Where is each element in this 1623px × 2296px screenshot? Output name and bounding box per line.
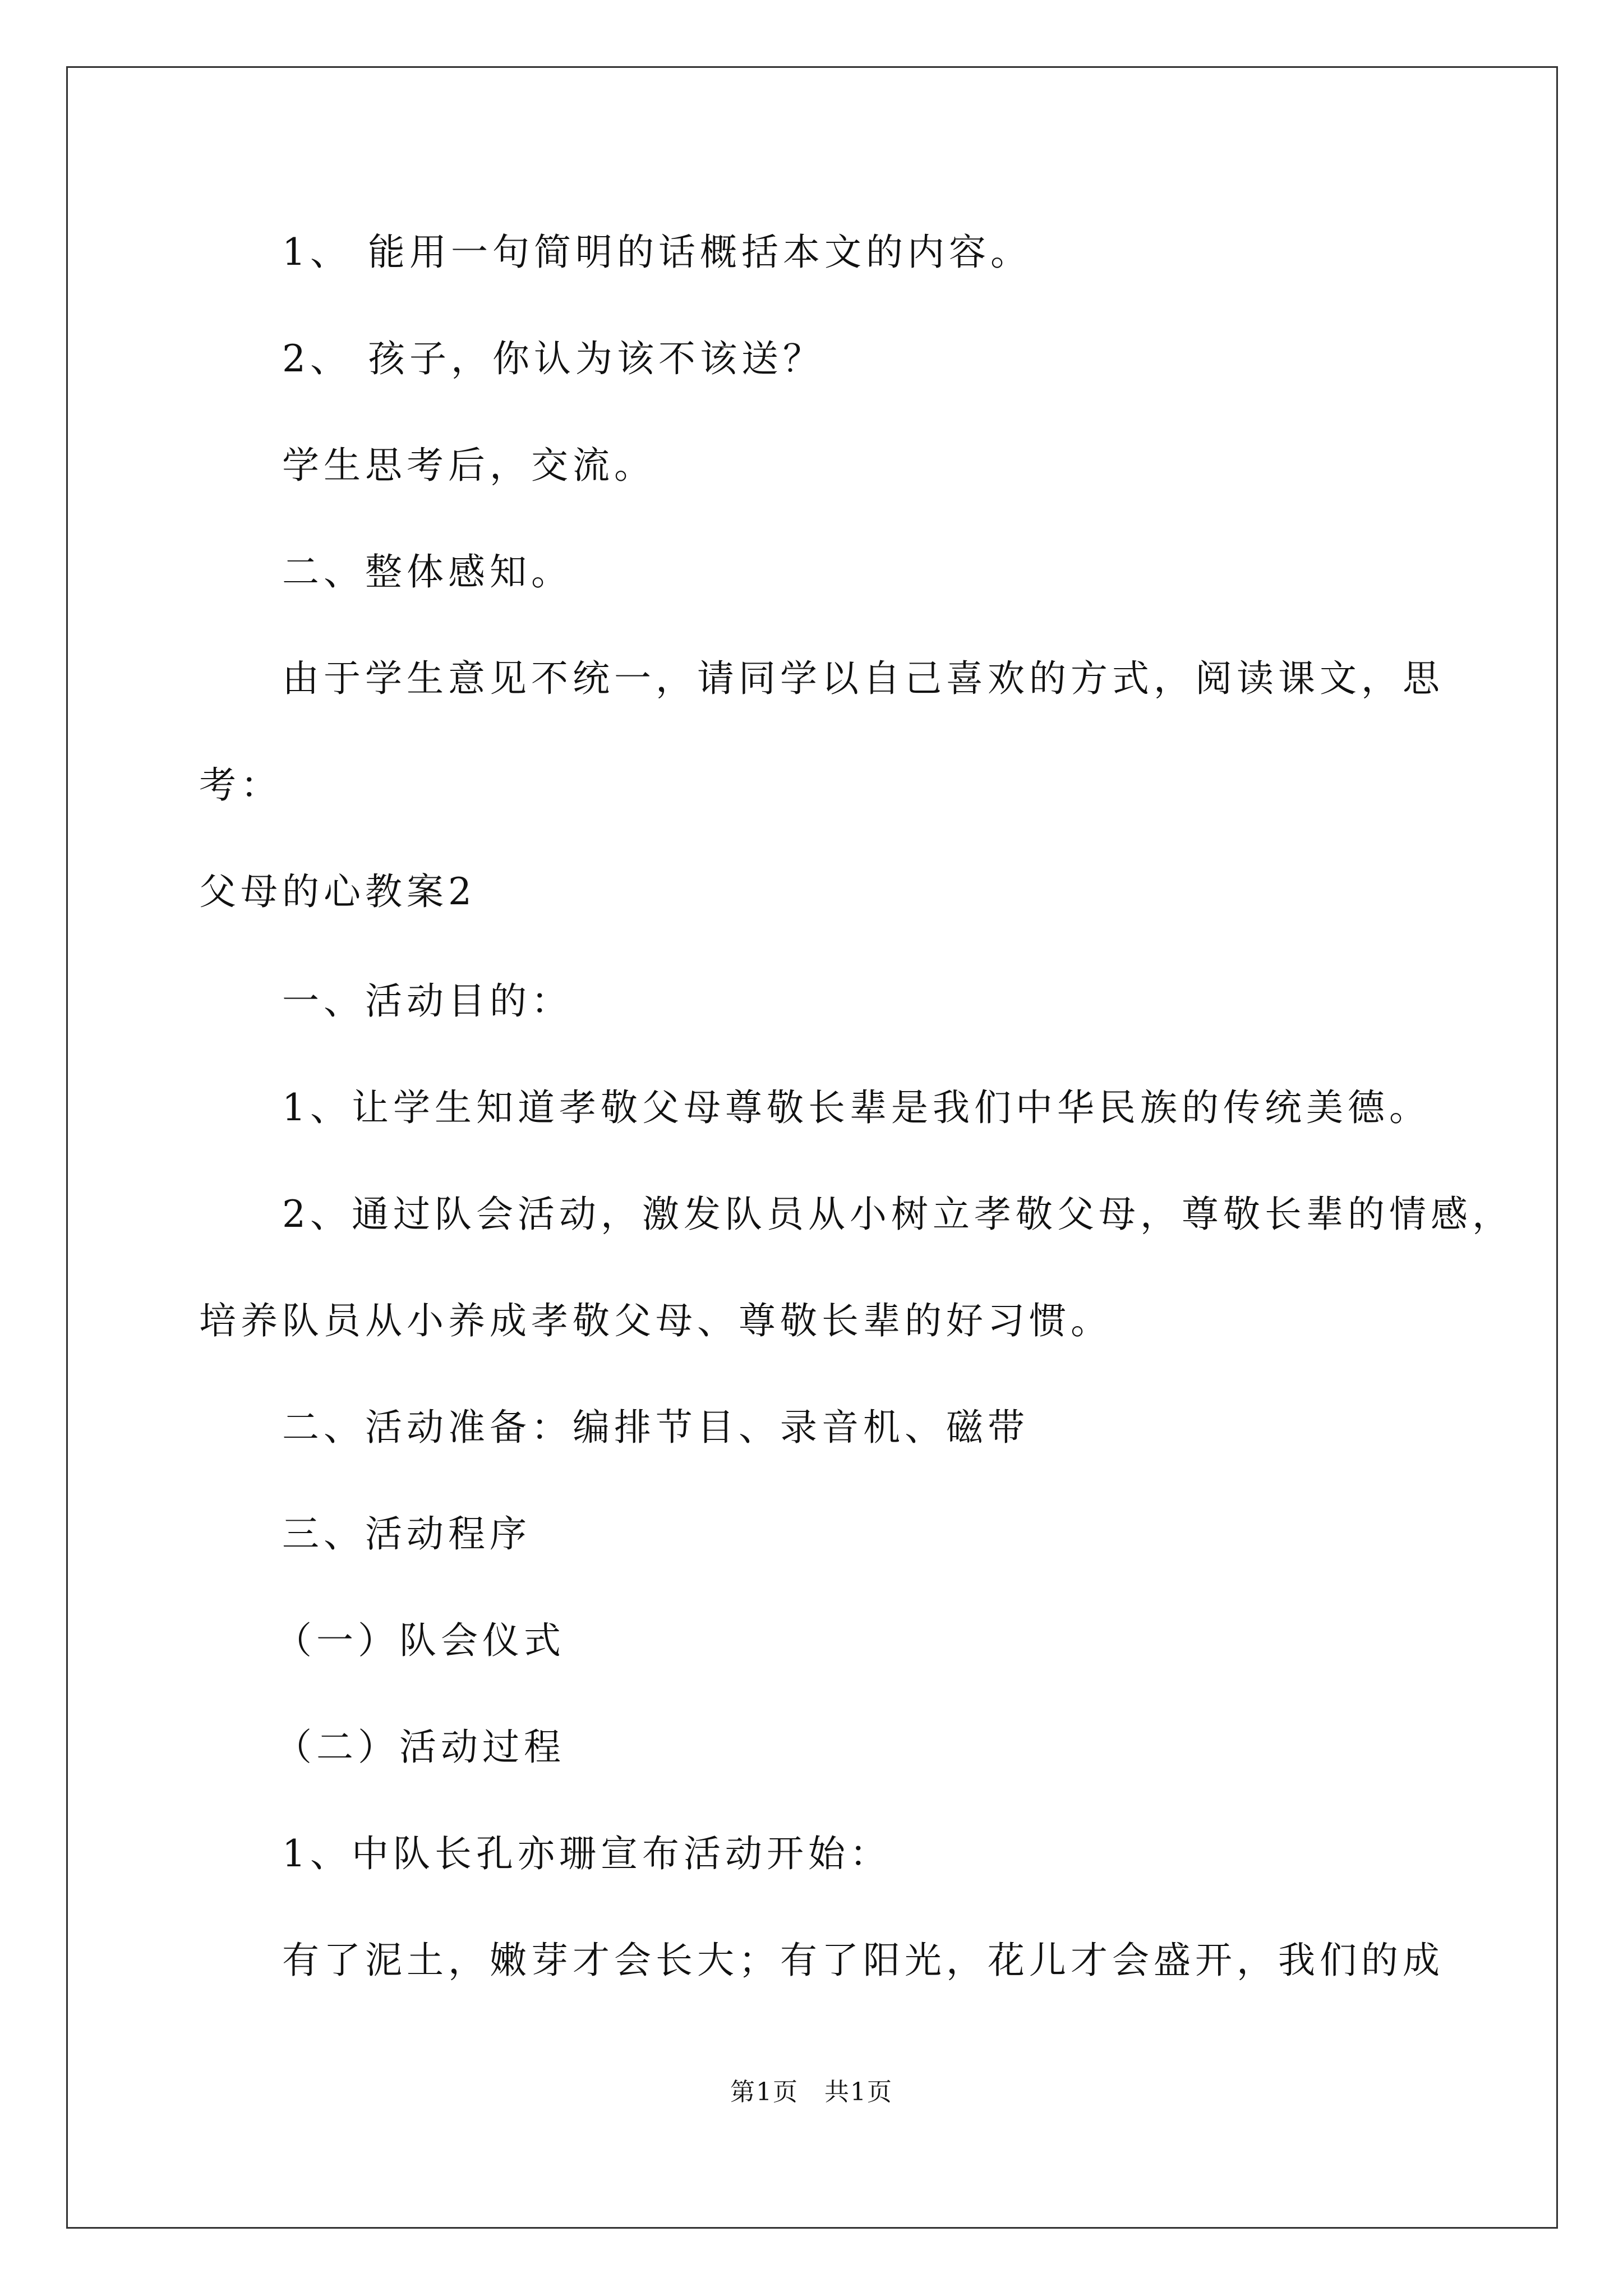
paragraph-line: 三、活动程序	[282, 1512, 531, 1556]
paragraph-line: 1、让学生知道孝敬父母尊敬长辈是我们中华民族的传统美德。	[282, 1086, 1431, 1129]
paragraph-line: 考：	[199, 763, 282, 807]
paragraph-line: 培养队员从小养成孝敬父母、尊敬长辈的好习惯。	[199, 1299, 1112, 1342]
paragraph-line: 2、 孩子，你认为该不该送？	[282, 337, 824, 380]
paragraph-line: 1、 能用一句简明的话概括本文的内容。	[282, 231, 1032, 274]
paragraph-line: 1、中队长孔亦珊宣布活动开始：	[282, 1832, 891, 1875]
paragraph-line: 一、活动目的：	[282, 979, 573, 1023]
paragraph-line: 学生思考后，交流。	[282, 444, 656, 487]
paragraph-line: （二）活动过程	[275, 1726, 565, 1769]
paragraph-line: 二、活动准备：编排节目、录音机、磁带	[282, 1406, 1029, 1449]
paragraph-line: （一）队会仪式	[275, 1619, 565, 1662]
page-number-footer: 第1页 共1页	[730, 2078, 893, 2106]
paragraph-line: 有了泥土，嫩芽才会长大；有了阳光，花儿才会盛开，我们的成	[282, 1939, 1444, 1982]
paragraph-line: 2、通过队会活动，激发队员从小树立孝敬父母，尊敬长辈的情感，	[282, 1193, 1514, 1236]
paragraph-line: 二、整体感知。	[282, 550, 573, 593]
page-border	[66, 66, 1558, 2229]
paragraph-line: 由于学生意见不统一，请同学以自己喜欢的方式，阅读课文，思	[282, 657, 1444, 700]
section-title: 父母的心教案2	[199, 870, 476, 913]
